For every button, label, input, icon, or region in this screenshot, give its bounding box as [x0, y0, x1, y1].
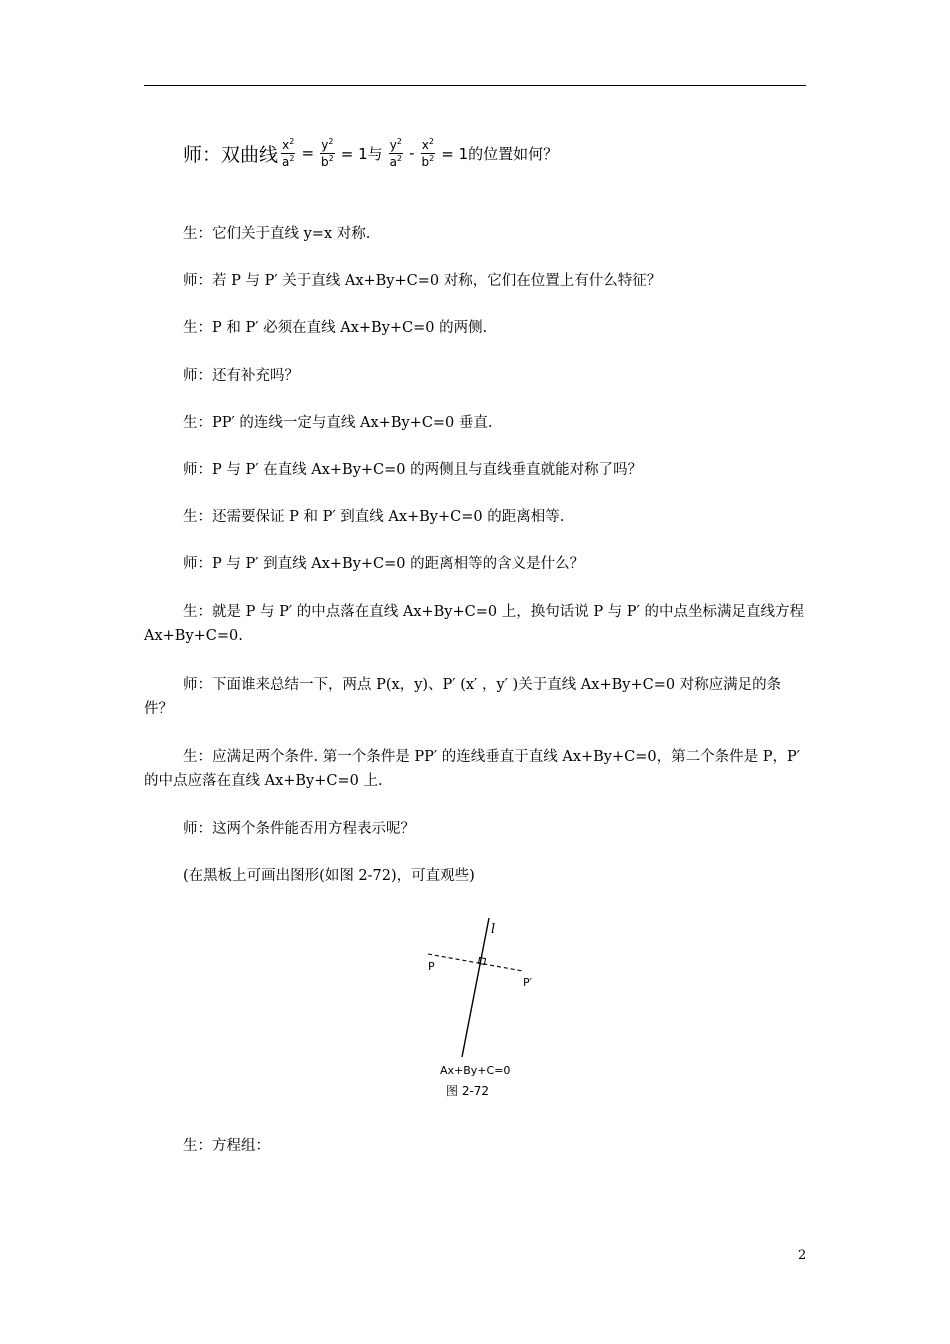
dialogue-line: 生：P 和 P′ 必须在直线 Ax+By+C=0 的两侧. [183, 320, 488, 336]
line-l [462, 918, 489, 1057]
fraction-y2-b2: $\frac{y^2}{b^2}$ [321, 136, 334, 169]
dialogue-line: 生：方程组： [183, 1138, 270, 1154]
label-p-prime: P′ [523, 976, 533, 989]
fraction-x2-a2: $\frac{x^2}{a^2}$ [282, 136, 295, 169]
dialogue-line: 生：它们关于直线 y=x 对称. [183, 226, 371, 242]
dialogue-line: 师：这两个条件能否用方程表示呢？ [183, 821, 415, 837]
symmetry-diagram [420, 912, 550, 1107]
question-prefix: 师：双曲线 [183, 143, 279, 166]
dialogue-line: 师：还有补充吗？ [183, 368, 299, 384]
dialogue-paragraph: 生：应满足两个条件. 第一个条件是 PP′ 的连线垂直于直线 Ax+By+C=0，第二个条件是 P，P′ 的中点应落在直线 Ax+By+C=0 上. [144, 749, 801, 789]
figure-caption: 图 2-72 [446, 1084, 490, 1098]
label-l: l [491, 922, 496, 937]
dialogue-line: 师：P 与 P′ 到直线 Ax+By+C=0 的距离相等的含义是什么？ [183, 556, 585, 572]
header-rule [144, 85, 806, 86]
segment-pp-prime [428, 954, 523, 971]
fraction-y2-a2: $\frac{y^2}{a^2}$ [389, 136, 403, 169]
dialogue-line: (在黑板上可画出图形(如图 2-72)，可直观些) [183, 868, 475, 884]
dialogue-line: 生：还需要保证 P 和 P′ 到直线 Ax+By+C=0 的距离相等. [183, 509, 565, 525]
figure-2-72 [420, 912, 550, 1107]
page-number: 2 [798, 1248, 807, 1263]
dialogue-line: 师：若 P 与 P′ 关于直线 Ax+By+C=0 对称，它们在位置上有什么特征？ [183, 273, 662, 289]
dialogue-paragraph: 生：就是 P 与 P′ 的中点落在直线 Ax+By+C=0 上，换句话说 P 与 P′ 的中点坐标满足直线方程 Ax+By+C=0. [144, 604, 804, 644]
dialogue-line: 师：P 与 P′ 在直线 Ax+By+C=0 的两侧且与直线垂直就能对称了吗？ [183, 462, 643, 478]
label-p: P [428, 960, 435, 973]
dialogue-paragraph: 师：下面谁来总结一下，两点 P(x，y)、P′ (x′ ，y′ )关于直线 Ax+By+C=0 对称应满足的条件？ [144, 677, 782, 717]
right-angle-mark [478, 957, 485, 964]
fraction-x2-b2: $\frac{x^2}{b^2}$ [421, 136, 435, 169]
dialogue-line: 生：PP′ 的连线一定与直线 Ax+By+C=0 垂直. [183, 415, 493, 431]
label-equation: Ax+By+C=0 [440, 1064, 511, 1077]
question-hyperbola: 师：双曲线 $\frac{x^2}{a^2}$ = $\frac{y^2}{b^2}$ = 1与 $\frac{y^2}{a^2}$ - $\frac{x^2}{b^2}$ = 1的位置如何？ [183, 136, 559, 169]
